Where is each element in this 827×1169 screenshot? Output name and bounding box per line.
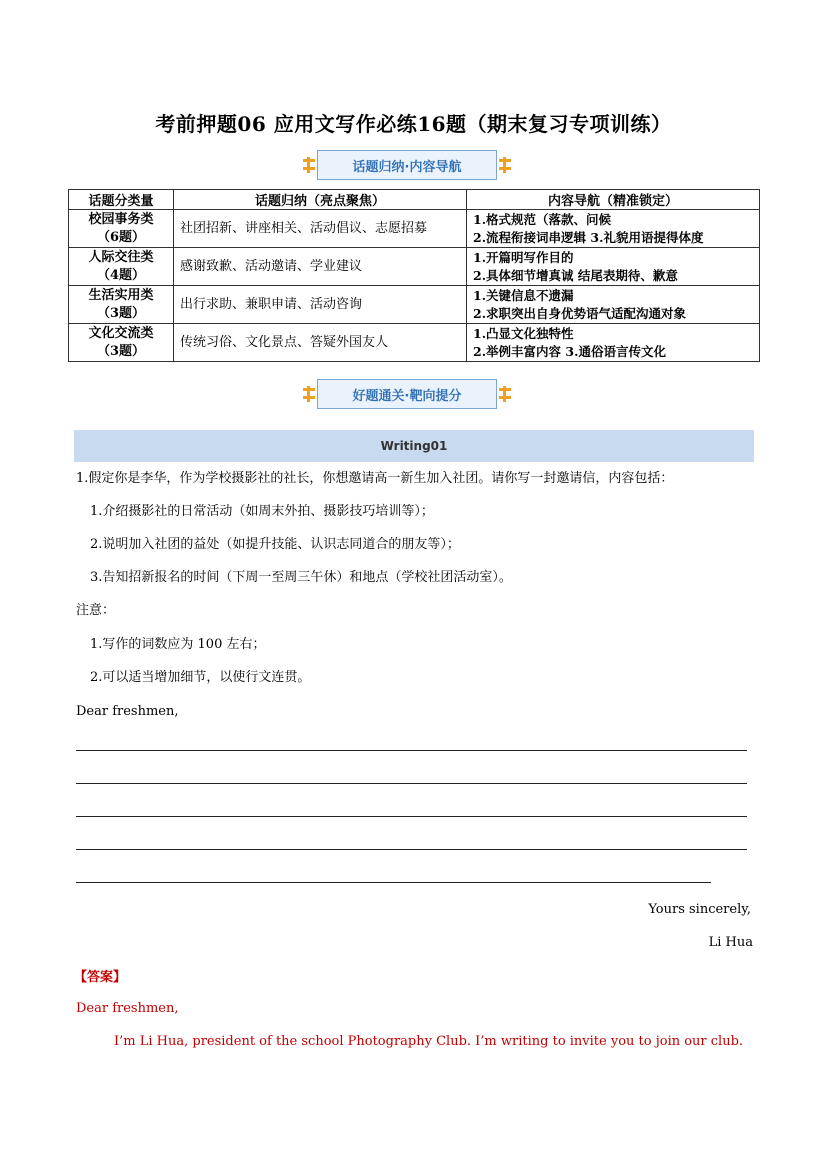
column-header: 内容导航（精准锁定） (467, 190, 760, 210)
page-title: 考前押题06 应用文写作必练16题（期末复习专项训练） (155, 112, 672, 136)
note-item: 2.可以适当增加细节，以使行文连贯。 (90, 670, 311, 685)
writing-line[interactable] (76, 849, 747, 850)
writing-header: Writing01 (74, 430, 754, 462)
table-row (69, 324, 760, 362)
nav-line: 1.格式规范（落款、问候 (473, 211, 612, 227)
answer-salutation: Dear freshmen, (76, 1001, 179, 1016)
section-banner-topics (303, 150, 511, 182)
category-count: （3题） (96, 343, 146, 359)
nav-line: 2.具体细节增真诚 结尾表期待、歉意 (473, 267, 678, 283)
category-count: （4题） (96, 267, 146, 283)
topics-cell: 感谢致歉、活动邀请、学业建议 (174, 248, 467, 286)
topics-cell: 传统习俗、文化景点、答疑外国友人 (174, 324, 467, 362)
note-item: 1.写作的词数应为 100 左右； (90, 637, 266, 652)
prompt-point: 3.告知招新报名的时间（下周一至周三午休）和地点（学校社团活动室）。 (90, 570, 512, 585)
writing-line[interactable] (76, 783, 747, 784)
category-cell (69, 324, 174, 362)
column-header: 话题分类量 (69, 190, 174, 210)
category-cell (69, 248, 174, 286)
table-row (69, 210, 760, 248)
nav-cell (467, 248, 760, 286)
prompt-point: 2.说明加入社团的益处（如提升技能、认识志同道合的朋友等）； (90, 537, 460, 552)
banner-label: 好题通关·靶向提分 (317, 379, 497, 409)
category-cell (69, 210, 174, 248)
writing-line[interactable] (76, 816, 747, 817)
category-name: 校园事务类 (88, 211, 154, 227)
nav-line: 1.开篇明写作目的 (473, 249, 574, 265)
category-cell (69, 286, 174, 324)
category-count: （6题） (96, 229, 146, 245)
category-name: 生活实用类 (88, 287, 154, 303)
topics-cell: 社团招新、讲座相关、活动倡议、志愿招募 (174, 210, 467, 248)
nav-line: 2.举例丰富内容 3.通俗语言传文化 (473, 343, 666, 359)
banner-deco-icon (303, 157, 315, 173)
letter-closing: Yours sincerely, (648, 902, 751, 917)
category-count: （3题） (96, 305, 146, 321)
banner-deco-icon (303, 386, 315, 402)
letter-salutation: Dear freshmen, (76, 704, 179, 719)
section-banner-practice (303, 379, 511, 411)
letter-signature: Li Hua (708, 935, 753, 950)
category-name: 文化交流类 (88, 325, 154, 341)
nav-cell (467, 286, 760, 324)
table-header-row (69, 190, 760, 210)
writing-line[interactable] (76, 750, 747, 751)
column-header: 话题归纳（亮点聚焦） (174, 190, 467, 210)
answer-body: I’m Li Hua, president of the school Photography Club. I’m writing to invite you to join our club. (114, 1034, 744, 1049)
note-label: 注意： (76, 603, 116, 618)
nav-cell (467, 324, 760, 362)
banner-label: 话题归纳·内容导航 (317, 150, 497, 180)
table-row (69, 286, 760, 324)
nav-cell (467, 210, 760, 248)
prompt-point: 1.介绍摄影社的日常活动（如周末外拍、摄影技巧培训等）； (90, 504, 434, 519)
nav-line: 1.凸显文化独特性 (473, 325, 574, 341)
category-name: 人际交往类 (88, 249, 154, 265)
nav-line: 2.流程衔接词串逻辑 3.礼貌用语提得体度 (473, 229, 704, 245)
table-row (69, 248, 760, 286)
answer-tag: 【答案】 (74, 970, 127, 985)
topics-cell: 出行求助、兼职申请、活动咨询 (174, 286, 467, 324)
banner-deco-icon (499, 386, 511, 402)
topics-table (68, 189, 760, 362)
nav-line: 1.关键信息不遗漏 (473, 287, 574, 303)
writing-line[interactable] (76, 882, 711, 883)
banner-deco-icon (499, 157, 511, 173)
writing-prompt: 1.假定你是李华，作为学校摄影社的社长，你想邀请高一新生加入社团。请你写一封邀请信，内容包括： (76, 471, 674, 486)
nav-line: 2.求职突出自身优势语气适配沟通对象 (473, 305, 687, 321)
